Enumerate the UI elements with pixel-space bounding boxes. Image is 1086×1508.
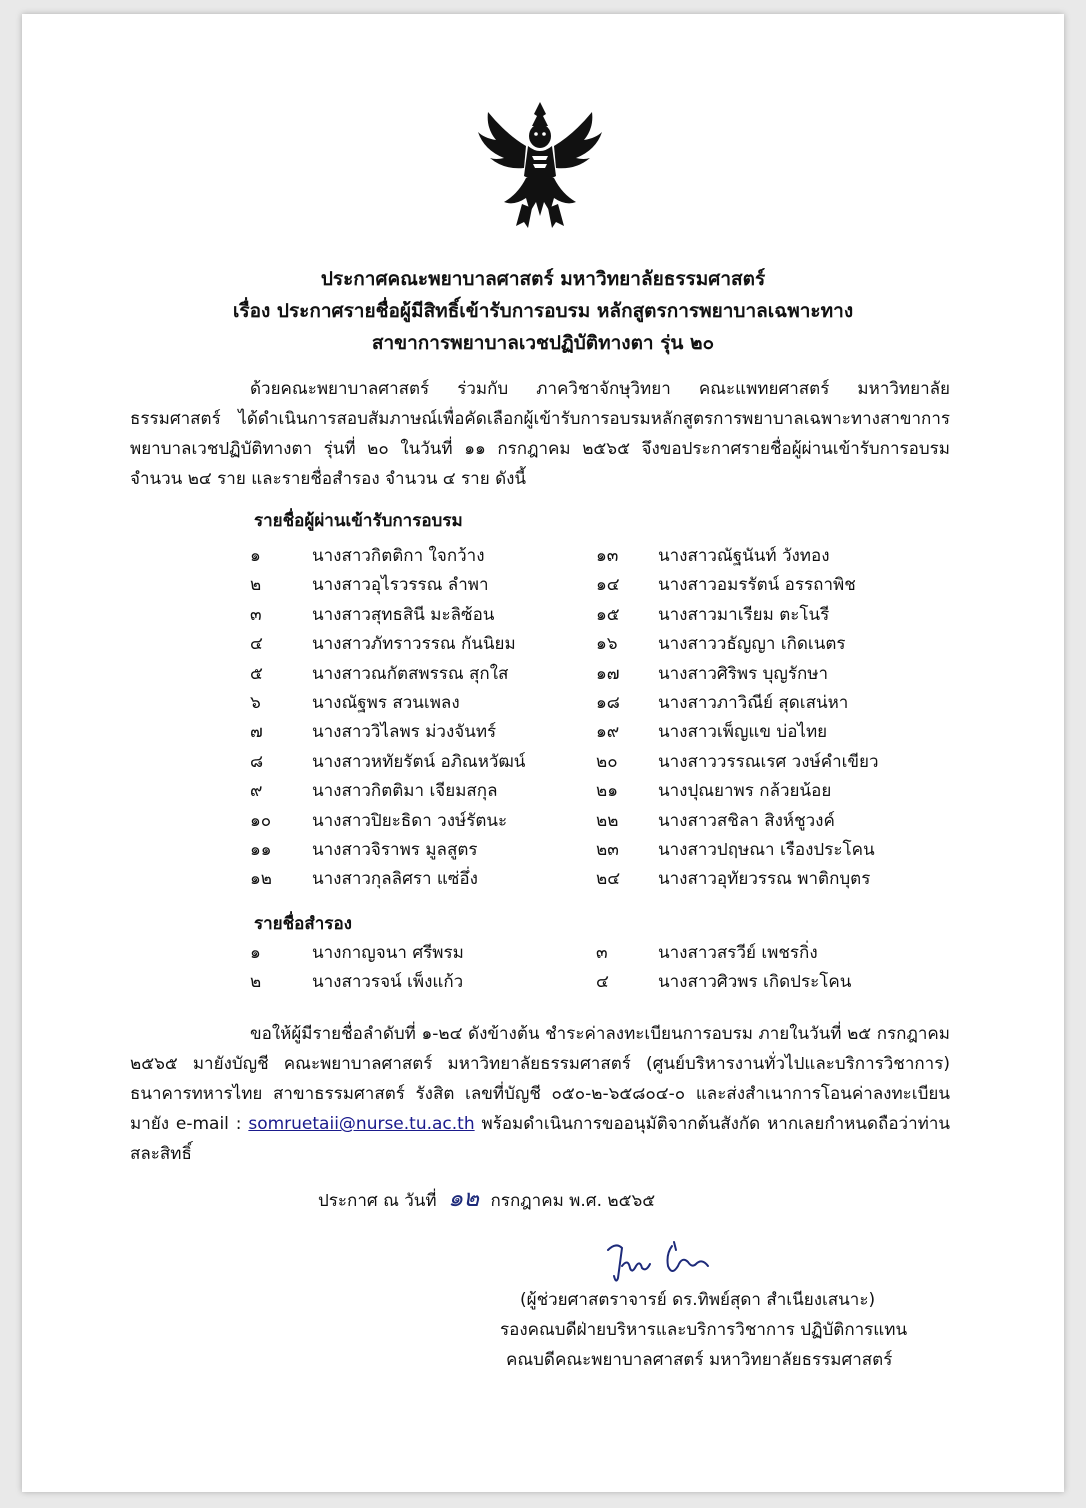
list-item-name: นางณัฐพร สวนเพลง [312, 693, 460, 713]
list-item-number: ๗ [250, 722, 263, 743]
list-item-name: นางสาวอุไรวรรณ ลำพา [312, 575, 489, 596]
list-item-name: นางสาวเพ็ญแข บ่อไทย [658, 722, 828, 743]
list-item-number: ๑๑ [250, 840, 272, 860]
list-item-name: นางกาญจนา ศรีพรม [312, 943, 464, 963]
list-item-number: ๓ [250, 604, 262, 625]
list-item-number: ๒ [250, 575, 262, 596]
document-title-line1: ประกาศคณะพยาบาลศาสตร์ มหาวิทยาลัยธรรมศาสตร์ [320, 268, 766, 290]
list-item-number: ๑๓ [596, 546, 619, 566]
list-item-number: ๙ [250, 781, 263, 802]
signer-name: (ผู้ช่วยศาสตราจารย์ ดร.ทิพย์สุดา สำเนียงเสนาะ) [520, 1290, 876, 1310]
list-item-number: ๑๔ [596, 575, 620, 596]
list-item-number: ๑๐ [250, 810, 272, 831]
payment-paragraph [130, 1019, 950, 1169]
list-item-number: ๑๖ [596, 634, 618, 655]
list-item-number: ๑๗ [596, 663, 620, 684]
list-item-name: นางสาวหทัยรัตน์ อภิณหวัฒน์ [312, 751, 526, 772]
signature-image [602, 1236, 742, 1286]
list-item-number: ๑ [250, 546, 261, 566]
list-item-number: ๒๑ [596, 781, 618, 802]
list-item-name: นางสาวภาวิณีย์ สุดเสน่หา [658, 693, 849, 713]
list-item-name: นางสาวสชิลา สิงห์ชูวงค์ [658, 810, 835, 831]
list-item-name: นางสาวณกัตสพรรณ สุกใส [312, 663, 509, 684]
list-item-number: ๒๔ [596, 869, 621, 890]
list-item-name: นางสาวสรวีย์ เพชรกิ่ง [658, 943, 818, 963]
announce-suffix: กรกฎาคม พ.ศ. ๒๕๖๕ [490, 1191, 656, 1211]
list-item-name: นางสาวกิตติมา เจียมสกุล [312, 781, 498, 802]
list-item-name: นางสาวรจน์ เพ็งแก้ว [312, 972, 464, 993]
list-item-name: นางสาวปิยะธิดา วงษ์รัตนะ [312, 810, 508, 831]
document-title-line3: สาขาการพยาบาลเวชปฏิบัติทางตา รุ่น ๒๐ [371, 332, 715, 354]
list-item-number: ๑๙ [596, 722, 620, 743]
announce-date [318, 1178, 918, 1217]
list-item-name: นางสาวอุทัยวรรณ พาติกบุตร [658, 869, 871, 890]
list-item-number: ๒ [250, 972, 262, 993]
reserve-list-heading: รายชื่อสำรอง [254, 914, 352, 934]
list-item-number: ๕ [250, 663, 263, 684]
list-item-name: นางสาวภัทราวรรณ กันนิยม [312, 634, 516, 655]
contact-email-link[interactable]: somruetaii@nurse.tu.ac.th [248, 1114, 475, 1134]
payment-text: ขอให้ผู้มีรายชื่อลำดับที่ ๑-๒๔ ดังข้างต้น ชำระค่าลงทะเบียนการอบรม ภายในวันที่ ๒๕ กรกฎาคม ๒๕๖๕ มายังบัญชี คณะพยาบาลศาสตร์ มหาวิทยาลัยธรรมศาสตร์ (ศูนย์บริหารงานทั่วไปและบริการวิชาการ) ธนาคารทหารไทย สาขาธรรมศาสตร์ รังสิต เลขที่บัญชี ๐๕๐-๒-๖๕๘๐๔-๐ และส่งสำเนาการโอนค่าลงทะเบียนมายัง e-mail : [130, 1024, 950, 1134]
signer-position-1: รองคณบดีฝ่ายบริหารและบริการวิชาการ ปฏิบัติการแทน [500, 1320, 908, 1340]
announce-day: ๑๒ [448, 1184, 480, 1212]
list-item-name: นางสาวอมรรัตน์ อรรถาพิช [658, 575, 856, 596]
list-item-name: นางสาวศิริพร บุญรักษา [658, 663, 829, 684]
document-page [22, 14, 1064, 1492]
list-item-name: นางสาวณัฐนันท์ วังทอง [658, 546, 830, 566]
document-title-line2: เรื่อง ประกาศรายชื่อผู้มีสิทธิ์เข้ารับการอบรม หลักสูตรการพยาบาลเฉพาะทาง [232, 300, 854, 322]
list-item-name: นางสาวจิราพร มูลสูตร [312, 840, 478, 860]
list-item-number: ๔ [250, 634, 263, 655]
list-item-name: นางสาววิไลพร ม่วงจันทร์ [312, 722, 497, 743]
payment-text-after: พร้อมดำเนินการขออนุมัติจากต้นสังกัด หากเลยกำหนดถือว่าท่านสละสิทธิ์ [130, 1114, 950, 1164]
list-item-number: ๒๐ [596, 751, 618, 772]
passed-list-heading: รายชื่อผู้ผ่านเข้ารับการอบรม [254, 511, 463, 531]
list-item-number: ๒๓ [596, 840, 619, 860]
list-item-name: นางสาววรรณเรศ วงษ์คำเขียว [658, 751, 879, 772]
list-item-number: ๒๒ [596, 810, 619, 831]
list-item-name: นางสาวสุทธสินี มะลิซ้อน [312, 604, 495, 625]
list-item-name: นางสาวกิตติกา ใจกว้าง [312, 546, 485, 566]
list-item-name: นางสาวมาเรียม ตะโนรี [658, 604, 830, 625]
list-item-name: นางปุณยาพร กล้วยน้อย [658, 781, 832, 802]
list-item-number: ๔ [596, 972, 609, 993]
signer-position-2: คณบดีคณะพยาบาลศาสตร์ มหาวิทยาลัยธรรมศาสตร์ [506, 1350, 893, 1370]
list-item-name: นางสาวศิวพร เกิดประโคน [658, 972, 852, 993]
list-item-name: นางสาวปฤษณา เรืองประโคน [658, 840, 875, 860]
announce-prefix: ประกาศ ณ วันที่ [318, 1191, 437, 1211]
list-item-number: ๑๕ [596, 604, 620, 625]
list-item-number: ๑ [250, 943, 261, 963]
list-item-number: ๓ [596, 943, 608, 963]
garuda-emblem-icon [470, 94, 610, 234]
list-item-number: ๑๘ [596, 693, 620, 713]
list-item-name: นางสาวกุลลิศรา แซ่อึ่ง [312, 869, 478, 890]
list-item-number: ๖ [250, 693, 261, 713]
intro-text: ด้วยคณะพยาบาลศาสตร์ ร่วมกับ ภาควิชาจักษุวิทยา คณะแพทยศาสตร์ มหาวิทยาลัยธรรมศาสตร์ ได้ดำเนินการสอบสัมภาษณ์เพื่อคัดเลือกผู้เข้ารับการอบรมหลักสูตรการพยาบาลเฉพาะทางสาขาการพยาบาลเวชปฏิบัติทางตา รุ่นที่ ๒๐ ในวันที่ ๑๑ กรกฎาคม ๒๕๖๕ จึงขอประกาศรายชื่อผู้ผ่านเข้ารับการอบรม จำนวน ๒๔ ราย และรายชื่อสำรอง จำนวน ๔ ราย ดังนี้ [130, 379, 950, 489]
list-item-number: ๘ [250, 751, 264, 772]
list-item-name: นางสาววธัญญา เกิดเนตร [658, 634, 846, 655]
intro-paragraph [130, 374, 950, 494]
list-item-number: ๑๒ [250, 869, 272, 890]
